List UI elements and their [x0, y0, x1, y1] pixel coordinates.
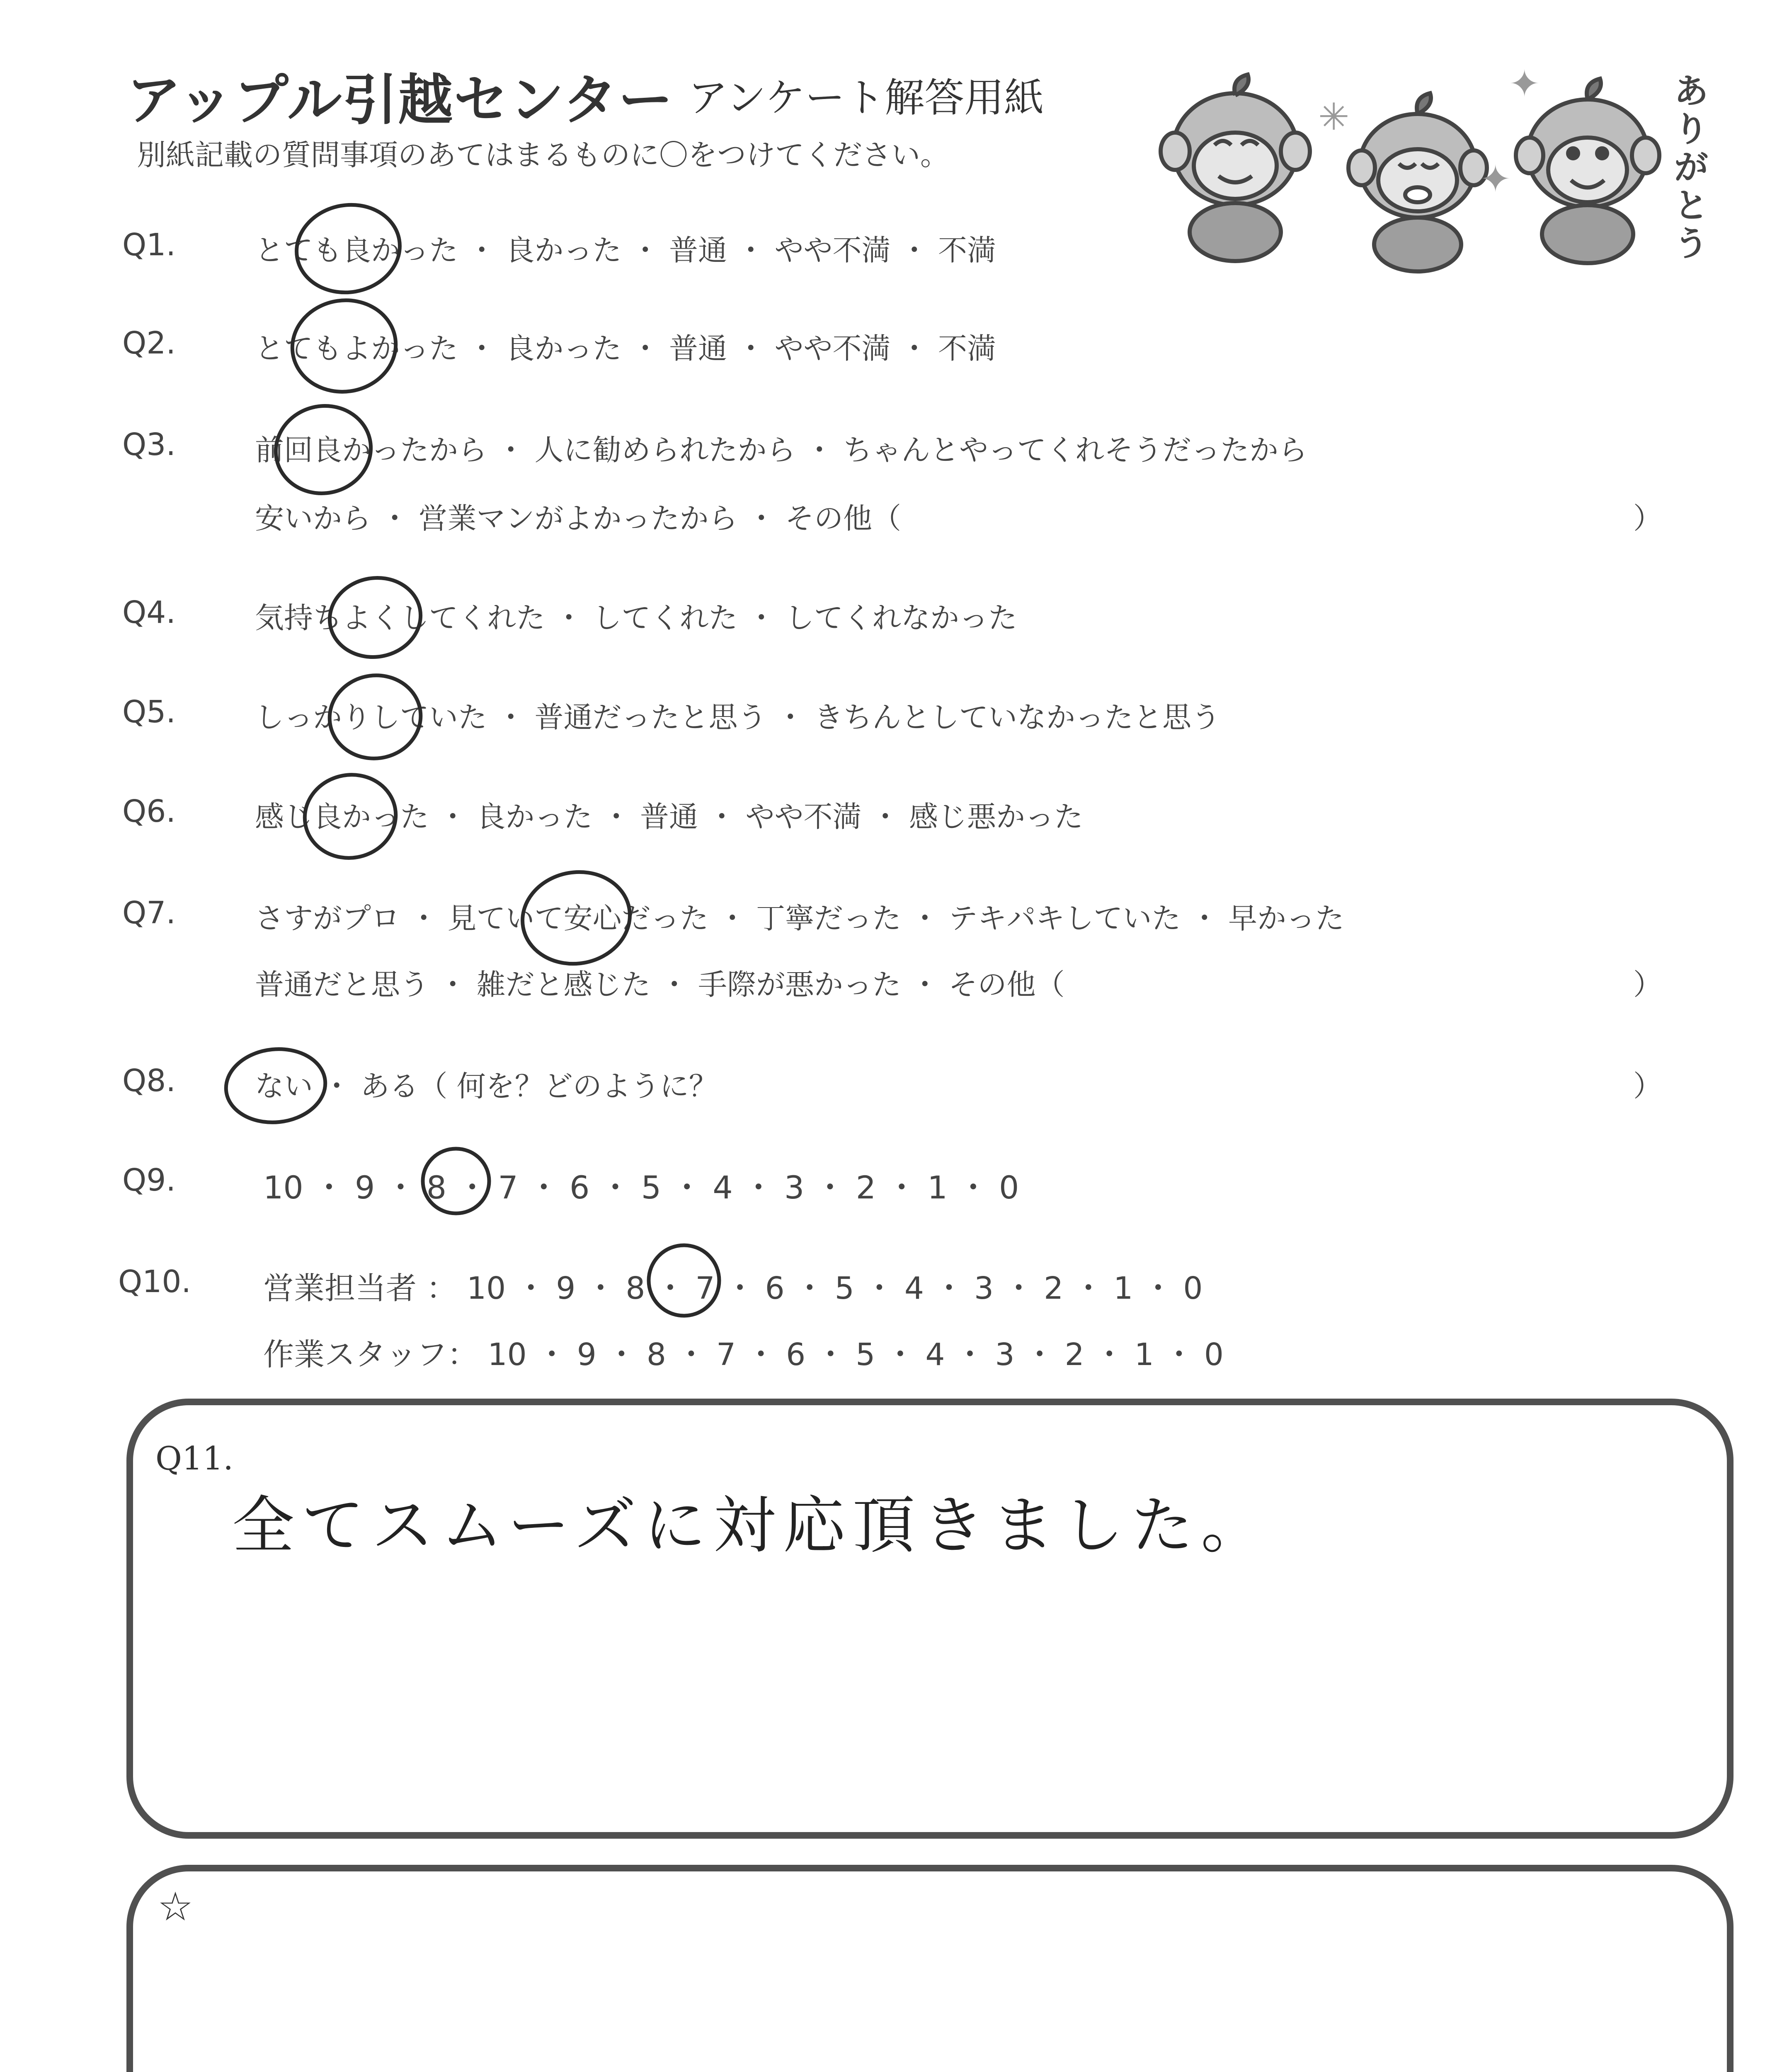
question-options-q7-line2[interactable]: 普通だと思う ・ 雑だと感じた ・ 手際が悪かった ・ その他（ [255, 968, 1065, 1002]
free-comment-box[interactable] [126, 1865, 1734, 2072]
question-options-q1[interactable]: とても良かった ・ 良かった ・ 普通 ・ やや不満 ・ 不満 [255, 233, 996, 267]
closing-paren: ） [1633, 501, 1662, 535]
question-options-q3-line1[interactable]: 前回良かったから ・ 人に勧められたから ・ ちゃんとやってくれそうだったから [255, 433, 1308, 467]
question-label-q4: Q4. [122, 595, 176, 630]
answer-circle-q6 [298, 767, 402, 865]
mascot-thanks-text: ありがとう [1674, 72, 1708, 264]
answer-circle-q10 [649, 1245, 719, 1316]
closing-paren: ） [1633, 1069, 1662, 1103]
sparkle-icon: ✳ [1318, 95, 1350, 139]
q11-label: Q11. [155, 1440, 233, 1477]
question-options-q2[interactable]: とてもよかった ・ 良かった ・ 普通 ・ やや不満 ・ 不満 [255, 332, 996, 366]
q11-handwritten-answer: 全てスムーズに対応頂きました。 [232, 1490, 1271, 1562]
question-options-q10-sales[interactable]: 営業担当者 ： 10 ・ 9 ・ 8 ・ 7 ・ 6 ・ 5 ・ 4 ・ 3 ・ 2 ・ 1 ・ 0 [263, 1271, 1203, 1306]
question-label-q9: Q9. [122, 1162, 176, 1198]
answer-circle-q3 [268, 397, 379, 502]
answer-circle-q2 [286, 294, 402, 399]
star-label: ☆ [158, 1883, 194, 1930]
question-options-q10-staff[interactable]: 作業スタッフ： 10 ・ 9 ・ 8 ・ 7 ・ 6 ・ 5 ・ 4 ・ 3 ・ 2 ・ 1 ・ 0 [263, 1337, 1224, 1372]
answer-circle-q7 [515, 864, 637, 972]
answer-circle-q4 [323, 571, 427, 664]
question-options-q8[interactable]: ない ・ ある（ 何を？どのように？ [255, 1069, 718, 1103]
question-label-q10: Q10. [118, 1264, 191, 1300]
form-title: アップル引越センター [126, 68, 674, 132]
question-options-q9[interactable]: 10 ・ 9 ・ 8 ・ 7 ・ 6 ・ 5 ・ 4 ・ 3 ・ 2 ・ 1 ・ 0 [263, 1169, 1019, 1206]
answer-circle-q1 [290, 197, 407, 300]
form-subtitle: アンケート解答用紙 [688, 75, 1044, 121]
answer-circle-q5 [324, 670, 426, 765]
question-options-q3-line2[interactable]: 安いから ・ 営業マンがよかったから ・ その他（ [255, 501, 902, 535]
question-label-q3: Q3. [122, 427, 176, 462]
question-label-q5: Q5. [122, 694, 176, 730]
question-label-q6: Q6. [122, 794, 176, 829]
answer-circle-q8 [222, 1044, 329, 1127]
question-options-q6[interactable]: 感じ良かった ・ 良かった ・ 普通 ・ やや不満 ・ 感じ悪かった [255, 800, 1084, 834]
sparkle-icon: ✦ [1480, 157, 1511, 201]
sparkle-icon: ✦ [1509, 62, 1540, 106]
question-label-q2: Q2. [122, 325, 176, 361]
question-options-q5[interactable]: しっかりしていた ・ 普通だったと思う ・ きちんとしていなかったと思う [255, 700, 1221, 734]
q11-comment-box[interactable] [126, 1399, 1734, 1839]
question-options-q7-line1[interactable]: さすがプロ ・ 見ていて安心だった ・ 丁寧だった ・ テキパキしていた ・ 早かった [255, 901, 1345, 935]
answer-circle-q9 [423, 1149, 489, 1213]
form-instructions: 別紙記載の質問事項のあてはまるものに〇をつけてください。 [137, 138, 949, 172]
closing-paren: ） [1633, 968, 1662, 1002]
question-label-q1: Q1. [122, 227, 176, 263]
question-options-q4[interactable]: 気持ちよくしてくれた ・ してくれた ・ してくれなかった [255, 601, 1018, 635]
question-label-q7: Q7. [122, 895, 176, 931]
question-label-q8: Q8. [122, 1063, 176, 1099]
